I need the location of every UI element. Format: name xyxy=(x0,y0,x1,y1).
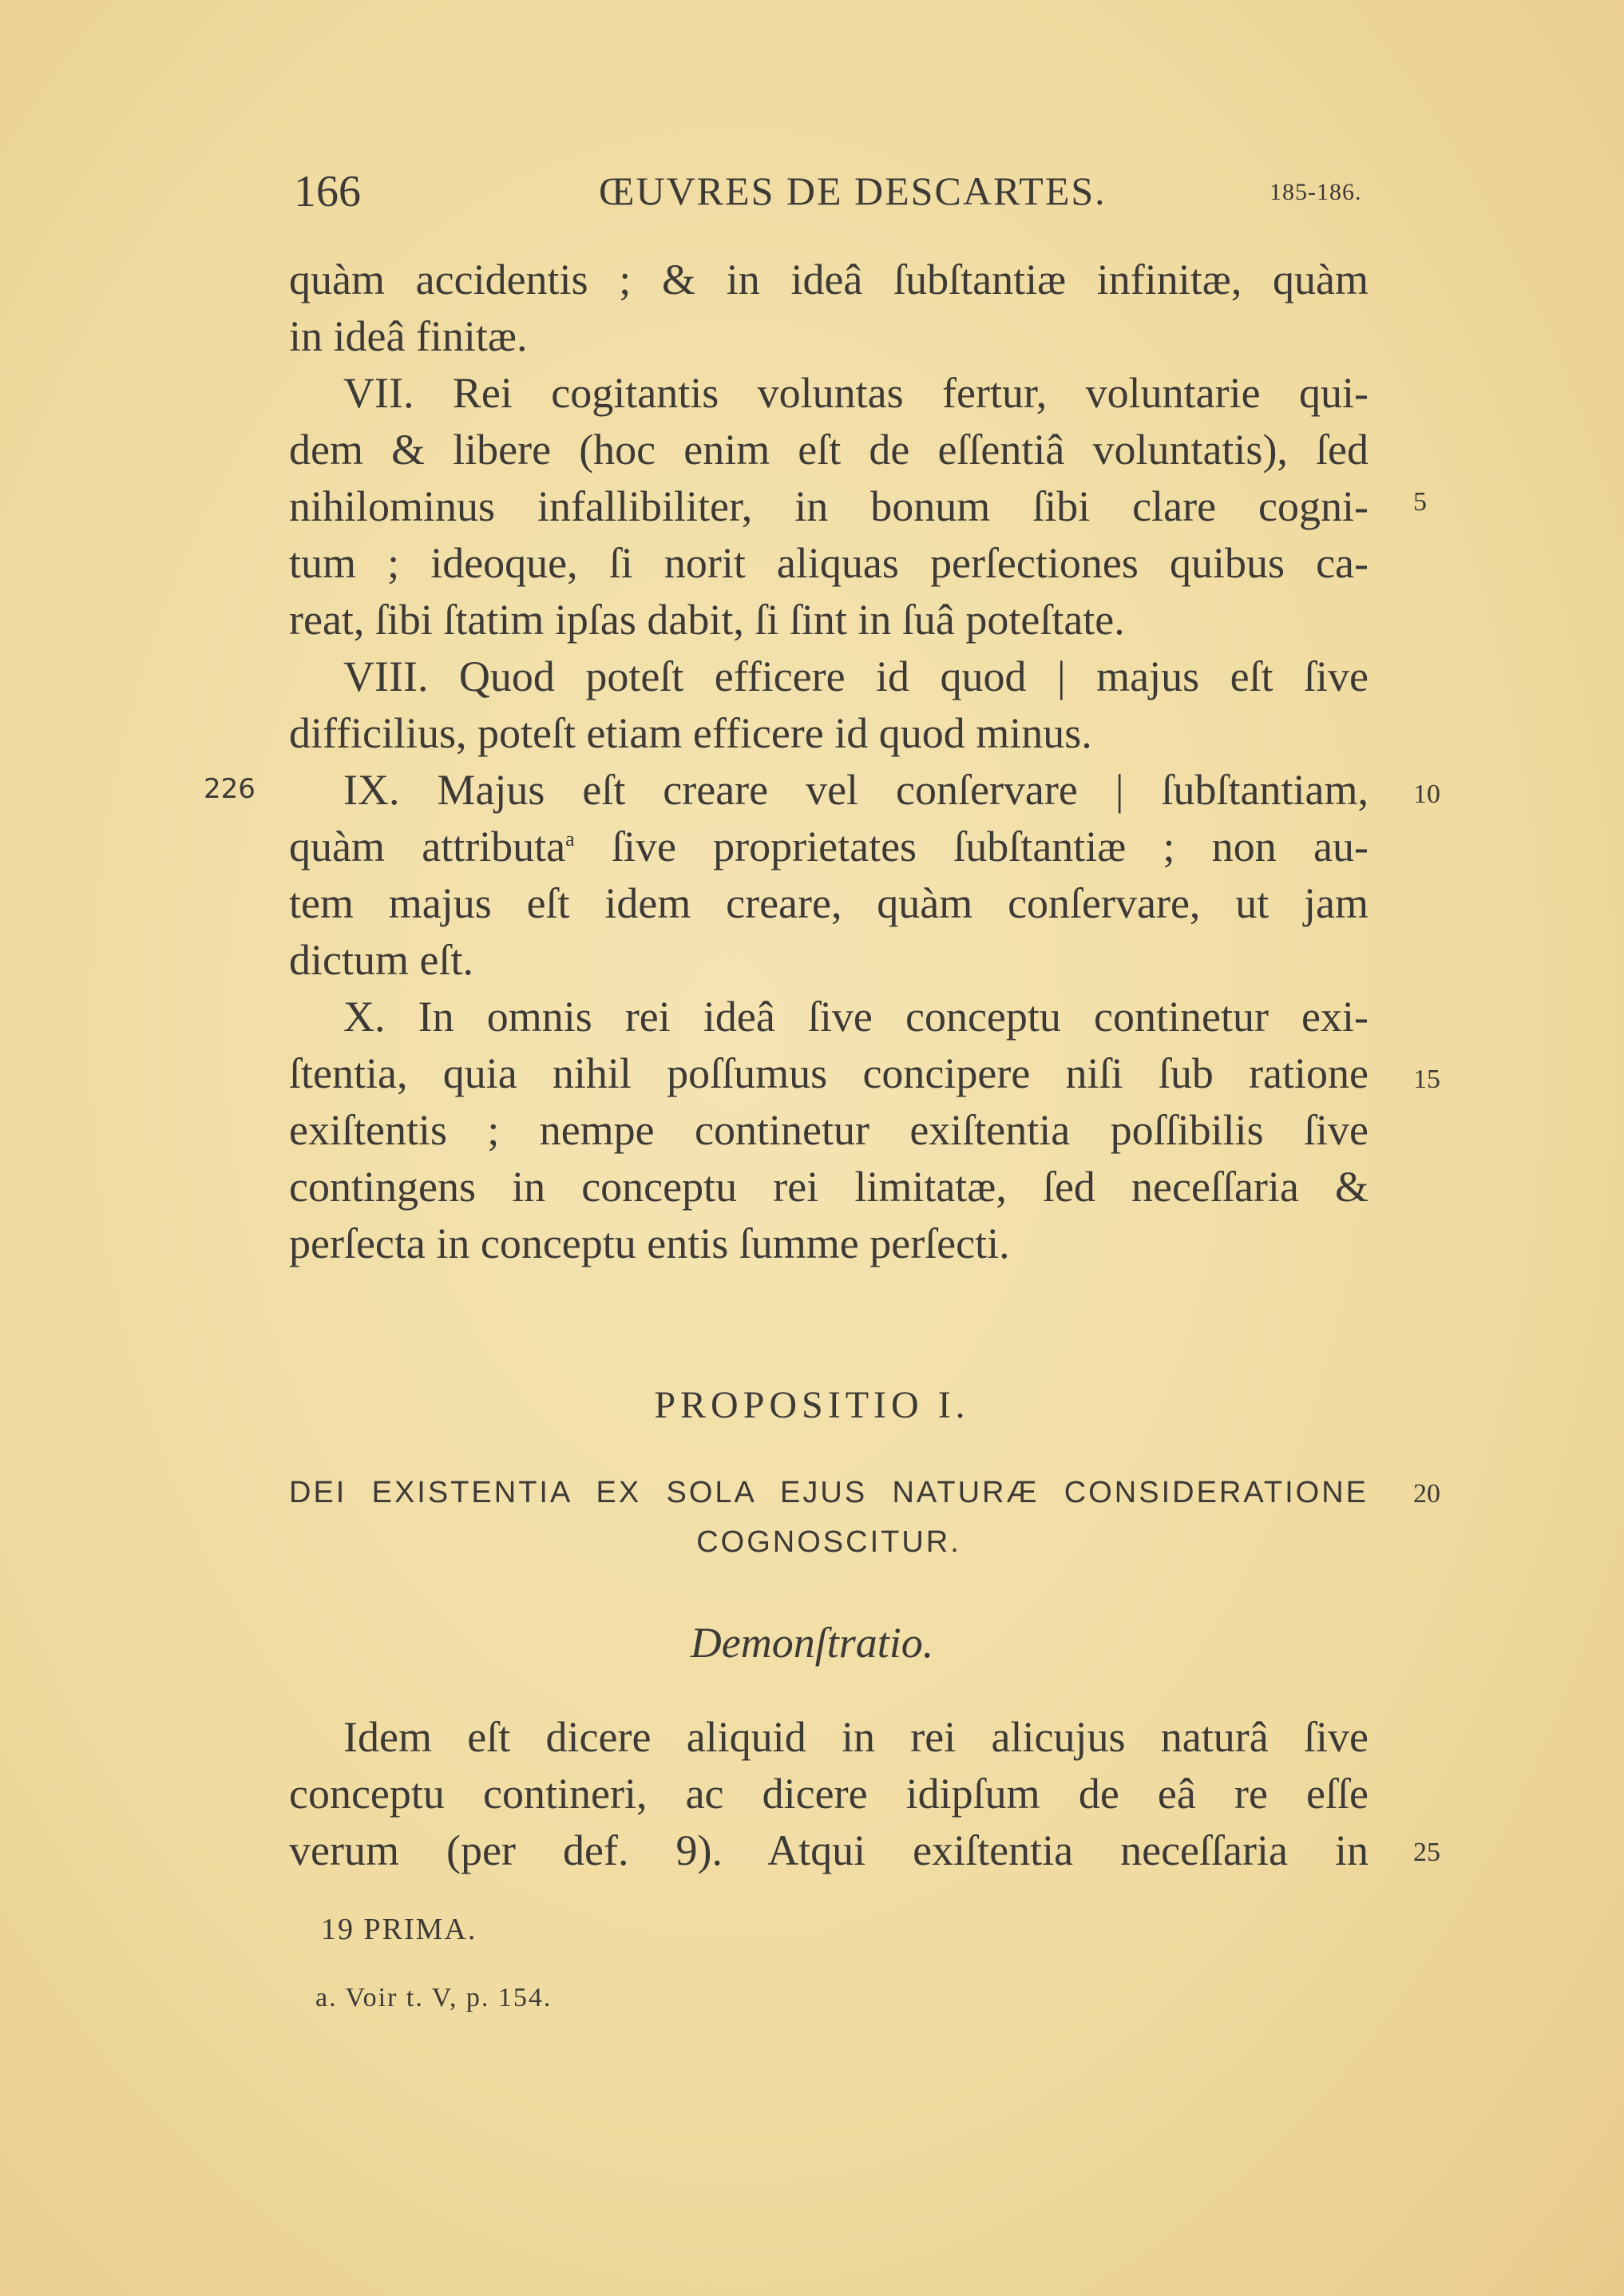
text-line: dictum eſt. xyxy=(289,936,473,984)
text-line: X. In omnis rei ideâ ſive conceptu continetur exi- xyxy=(343,993,1369,1041)
theorem-line: COGNOSCITUR. xyxy=(696,1525,961,1559)
text-line: verum (per def. 9). Atqui exiſtentia neceſſaria in xyxy=(289,1826,1369,1874)
text-fragment: quàm attributa xyxy=(289,823,566,870)
page-range: 185-186. xyxy=(1269,179,1362,205)
demonstration-heading: Demonſtratio. xyxy=(690,1619,934,1667)
footnote-variant: 19 PRIMA. xyxy=(321,1913,477,1946)
text-line: ſtentia, quia nihil poſſumus concipere niſi ſub ratione xyxy=(289,1049,1369,1097)
text-line: conceptu contineri, ac dicere idipſum de eâ re eſſe xyxy=(289,1770,1369,1818)
text-line-with-footnote xyxy=(289,819,1369,875)
text-line: tem majus eſt idem creare, quàm conſervare, ut jam xyxy=(289,879,1369,927)
text-line: in ideâ finitæ. xyxy=(289,312,528,360)
page-number: 166 xyxy=(294,167,361,216)
original-page-ref: 226 xyxy=(204,773,255,805)
text-line: tum ; ideoque, ſi norit aliquas perſectiones quibus ca- xyxy=(289,539,1369,587)
line-number-10: 10 xyxy=(1413,779,1440,809)
text-line: VII. Rei cogitantis voluntas fertur, voluntarie qui- xyxy=(343,369,1369,417)
text-line: nihilominus infallibiliter, in bonum ſibi clare cogni- xyxy=(289,482,1369,530)
line-number-15: 15 xyxy=(1413,1065,1440,1094)
line-number-5: 5 xyxy=(1413,487,1427,517)
text-line: VIII. Quod poteſt efficere id quod | majus eſt ſive xyxy=(343,652,1369,700)
footnote-a: a. Voir t. V, p. 154. xyxy=(315,1983,553,2012)
text-line: dem & libere (hoc enim eſt de eſſentiâ voluntatis), ſed xyxy=(289,426,1369,474)
theorem-line: DEI EXISTENTIA EX SOLA EJUS NATURÆ CONSIDERATIONE xyxy=(289,1476,1369,1509)
text-line: exiſtentis ; nempe continetur exiſtentia poſſibilis ſive xyxy=(289,1106,1369,1154)
axiom-viii xyxy=(289,648,1369,762)
text-line: reat, ſibi ſtatim ipſas dabit, ſi ſint in ſuâ poteſtate. xyxy=(289,596,1125,644)
text-line: IX. Majus eſt creare vel conſervare | ſubſtantiam, xyxy=(343,766,1369,814)
demonstration-text xyxy=(289,1709,1369,1879)
text-line: Idem eſt dicere aliquid in rei alicujus naturâ ſive xyxy=(343,1713,1369,1761)
text-line: contingens in conceptu rei limitatæ, ſed neceſſaria & xyxy=(289,1163,1369,1211)
text-fragment: ſive proprietates ſubſtantiæ ; non au- xyxy=(574,823,1369,870)
text-line: perſecta in conceptu entis ſumme perſecti. xyxy=(289,1219,1010,1267)
line-number-25: 25 xyxy=(1413,1838,1440,1867)
paragraph-continuation xyxy=(289,252,1369,365)
footnote-ref: a xyxy=(565,827,575,851)
axiom-vii xyxy=(289,365,1369,648)
proposition-statement xyxy=(289,1468,1369,1567)
axiom-ix xyxy=(289,762,1369,989)
line-number-20: 20 xyxy=(1413,1479,1440,1509)
running-title: ŒUVRES DE DESCARTES. xyxy=(599,169,1107,213)
text-line: difficilius, poteſt etiam efficere id quod minus. xyxy=(289,709,1092,757)
text-line: quàm accidentis ; & in ideâ ſubſtantiæ infinitæ, quàm xyxy=(289,256,1369,303)
axiom-x xyxy=(289,989,1369,1272)
proposition-title: PROPOSITIO I. xyxy=(654,1384,970,1426)
